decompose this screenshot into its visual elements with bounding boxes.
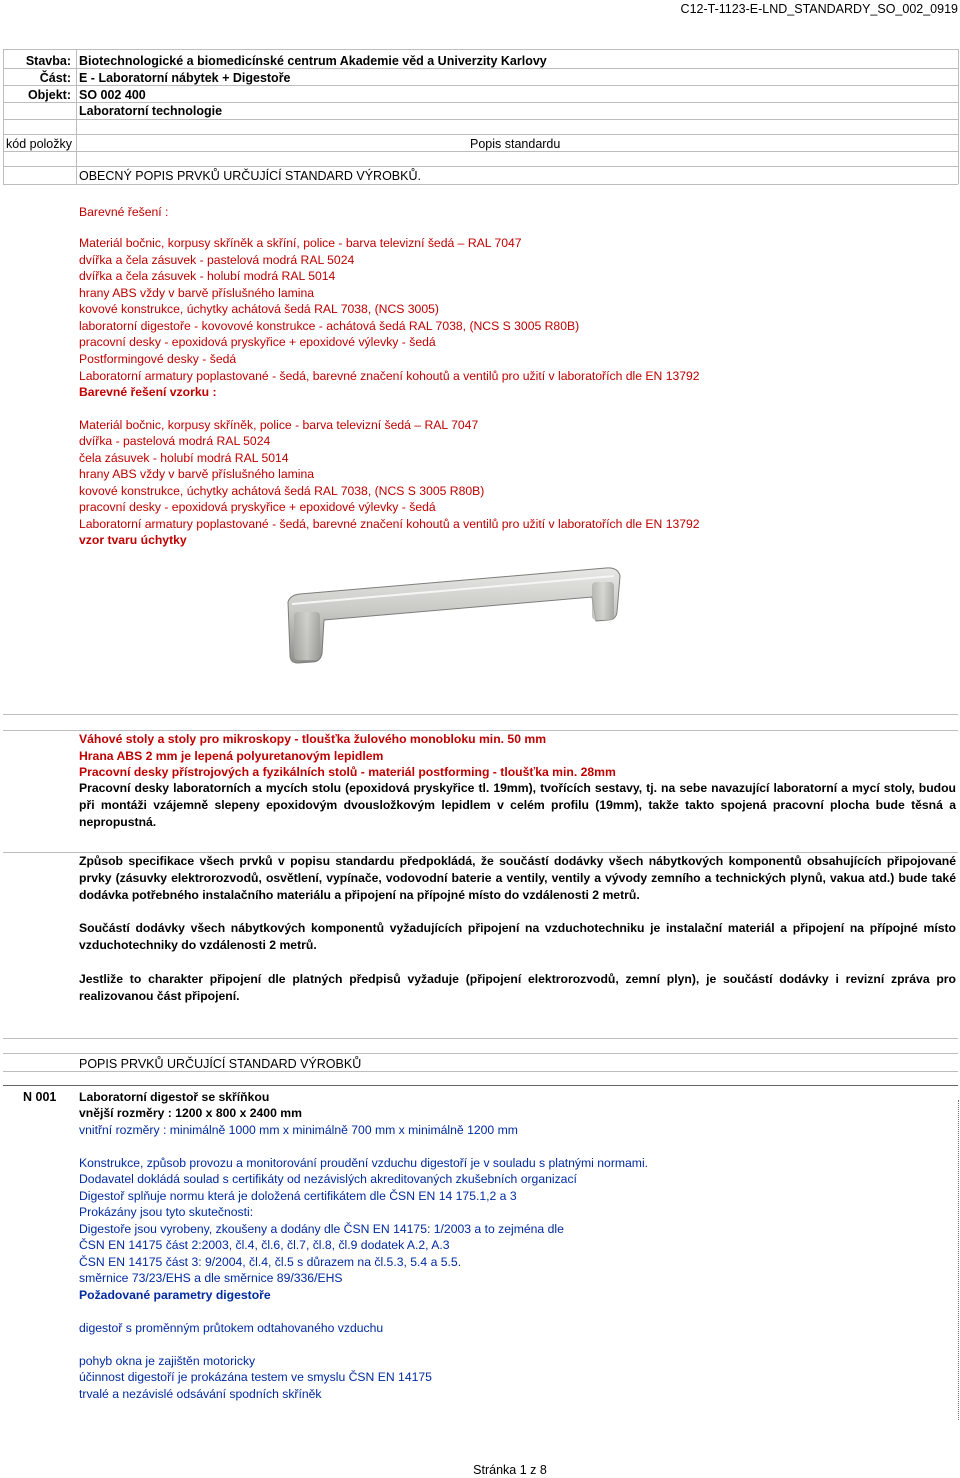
items-title: POPIS PRVKŮ URČUJÍCÍ STANDARD VÝROBKŮ bbox=[79, 1057, 362, 1071]
item-outer-dimensions: vnější rozměry : 1200 x 800 x 2400 mm bbox=[79, 1106, 302, 1120]
sample-line: kovové konstrukce, úchytky achátová šedá RAL 7038, (NCS S 3005 R80B) bbox=[79, 484, 485, 498]
spec-red-line: Váhové stoly a stoly pro mikroskopy - tloušťka žulového monobloku min. 50 mm bbox=[79, 732, 547, 746]
cast-value: E - Laboratorní nábytek + Digestoře bbox=[79, 71, 291, 85]
stavba-value: Biotechnologické a biomedicínské centrum Akademie věd a Univerzity Karlovy bbox=[79, 54, 547, 68]
sample-line: pracovní desky - epoxidová pryskyřice + epoxidové výlevky - šedá bbox=[79, 500, 436, 514]
color-line: Materiál bočnic, korpusy skříněk a skříní, police - barva televizní šedá – RAL 7047 bbox=[79, 236, 522, 250]
color-line: pracovní desky - epoxidová pryskyřice + epoxidové výlevky - šedá bbox=[79, 335, 436, 349]
handle-photo bbox=[280, 562, 625, 670]
param-line: pohyb okna je zajištěn motoricky bbox=[79, 1354, 256, 1368]
item-line: Dodavatel dokládá soulad s certifikáty od nezávislých akreditovaných zkušebních organizací bbox=[79, 1172, 577, 1186]
grid-line bbox=[3, 1053, 958, 1054]
item-line: ČSN EN 14175 část 3: 9/2004, čl.4, čl.5 s důrazem na čl.5.3, 5.4 a 5.5. bbox=[79, 1255, 462, 1269]
sample-line: Materiál bočnic, korpusy skříněk, police - barva televizní šedá – RAL 7047 bbox=[79, 418, 479, 432]
sample-line: Laboratorní armatury poplastované - šedá, barevné značení kohoutů a ventilů pro užití v laboratořích dle EN 13792 bbox=[79, 517, 700, 531]
grid-line bbox=[3, 166, 958, 167]
sample-line: čela zásuvek - holubí modrá RAL 5014 bbox=[79, 451, 289, 465]
grid-line bbox=[3, 1085, 958, 1086]
spec-paragraph: Jestliže to charakter připojení dle platných předpisů vyžaduje (připojení elektrorozvodů, zemní plyn), je součástí dodávky i revizní zpráva pro realizovanou část připojení. bbox=[79, 972, 956, 1003]
grid-line bbox=[3, 151, 958, 152]
grid-line bbox=[3, 49, 958, 50]
document-code: C12-T-1123-E-LND_STANDARDY_SO_002_0919 bbox=[680, 2, 958, 16]
grid-line bbox=[3, 119, 958, 120]
spec-paragraph: Způsob specifikace všech prvků v popisu standardu předpokládá, že součástí dodávky všech nábytkových komponentů obsahujících připojované prvky (zásuvky elektrorozvodů, osvětlení, vypínače, vodovodní baterie a ventily, ventily a vývody zemního a technických plynů, vakua atd.) bude také dodávka potřebného instalačního materiálu a připojení na přípojné místo do vzdálenosti 2 metrů. bbox=[79, 854, 956, 902]
item-line: směrnice 73/23/EHS a dle směrnice 89/336/EHS bbox=[79, 1271, 343, 1285]
sample-line: dvířka - pastelová modrá RAL 5024 bbox=[79, 434, 271, 448]
page-break-marker bbox=[958, 1100, 959, 1420]
params-heading: Požadované parametry digestoře bbox=[79, 1288, 271, 1302]
color-line: kovové konstrukce, úchytky achátová šedá RAL 7038, (NCS 3005) bbox=[79, 302, 439, 316]
grid-line bbox=[3, 85, 958, 86]
item-inner-dimensions: vnitřní rozměry : minimálně 1000 mm x minimálně 700 mm x minimálně 1200 mm bbox=[79, 1123, 518, 1137]
grid-line bbox=[3, 49, 4, 184]
objekt-subvalue: Laboratorní technologie bbox=[79, 104, 223, 118]
color-line: Postformingové desky - šedá bbox=[79, 352, 237, 366]
grid-line bbox=[3, 714, 958, 715]
spec-red-line: Hrana ABS 2 mm je lepená polyuretanovým lepidlem bbox=[79, 749, 384, 763]
grid-line bbox=[3, 134, 958, 135]
grid-line bbox=[3, 68, 958, 69]
objekt-label: Objekt: bbox=[27, 88, 71, 102]
param-line: trvalé a nezávislé odsávání spodních skříněk bbox=[79, 1387, 322, 1401]
grid-line bbox=[3, 1038, 958, 1039]
stavba-label: Stavba: bbox=[25, 54, 71, 68]
grid-line bbox=[3, 730, 958, 731]
color-heading: Barevné řešení : bbox=[79, 205, 169, 219]
grid-line bbox=[958, 49, 959, 184]
sample-heading: Barevné řešení vzorku : bbox=[79, 385, 217, 399]
sample-line: hrany ABS vždy v barvě příslušného lamina bbox=[79, 467, 315, 481]
general-title: OBECNÝ POPIS PRVKŮ URČUJÍCÍ STANDARD VÝROBKŮ. bbox=[79, 169, 421, 183]
item-line: Prokázány jsou tyto skutečnosti: bbox=[79, 1205, 254, 1219]
param-line: digestoř s proměnným průtokem odtahovaného vzduchu bbox=[79, 1321, 384, 1335]
item-line: Konstrukce, způsob provozu a monitorování proudění vzduchu digestoří je v souladu s platnými normami. bbox=[79, 1156, 649, 1170]
grid-line bbox=[3, 102, 958, 103]
spec-paragraph: Součástí dodávky všech nábytkových komponentů vyžadujících připojení na vzduchotechniku je instalační materiál a připojení na přípojné místo vzduchotechniky do vzdálenosti 2 metrů. bbox=[79, 921, 956, 952]
color-line: dvířka a čela zásuvek - pastelová modrá RAL 5024 bbox=[79, 253, 355, 267]
popis-standardu-header: Popis standardu bbox=[470, 137, 561, 151]
grid-line bbox=[3, 1071, 958, 1072]
cast-label: Část: bbox=[39, 71, 71, 85]
grid-line bbox=[3, 184, 958, 185]
item-code: N 001 bbox=[23, 1090, 57, 1104]
param-line: účinnost digestoří je prokázána testem ve smyslu ČSN EN 14175 bbox=[79, 1370, 432, 1384]
spec-red-line: Pracovní desky přístrojových a fyzikálních stolů - materiál postforming - tloušťka min. 28mm bbox=[79, 765, 616, 779]
item-line: Digestoře jsou vyrobeny, zkoušeny a dodány dle ČSN EN 14175: 1/2003 a to zejména dle bbox=[79, 1222, 564, 1236]
spec-paragraph: Pracovní desky laboratorních a mycích stolu (epoxidová pryskyřice tl. 19mm), tvořících sestavy, tj. na sebe navazující laboratorní a mycí stoly, budou při montáži vzájemně slepeny epoxidovým dvousložkovým lepidlem v celém profilu (19mm), takže takto spojená pracovní plocha bude těsná a nepropustná. bbox=[79, 781, 956, 829]
color-line: dvířka a čela zásuvek - holubí modrá RAL 5014 bbox=[79, 269, 336, 283]
color-line: laboratorní digestoře - kovovové konstrukce - achátová šedá RAL 7038, (NCS S 3005 R80B) bbox=[79, 319, 580, 333]
grid-line bbox=[76, 49, 77, 184]
color-line: hrany ABS vždy v barvě příslušného lamina bbox=[79, 286, 315, 300]
color-line: Laboratorní armatury poplastované - šedá, barevné značení kohoutů a ventilů pro užití v laboratořích dle EN 13792 bbox=[79, 369, 700, 383]
item-line: Digestoř splňuje normu která je doložená certifikátem dle ČSN EN 14 175.1,2 a 3 bbox=[79, 1189, 517, 1203]
page-number: Stránka 1 z 8 bbox=[473, 1463, 547, 1477]
item-line: ČSN EN 14175 část 2:2003, čl.4, čl.6, čl.7, čl.8, čl.9 dodatek A.2, A.3 bbox=[79, 1238, 450, 1252]
item-name: Laboratorní digestoř se skříňkou bbox=[79, 1090, 270, 1104]
handle-heading: vzor tvaru úchytky bbox=[79, 533, 187, 547]
kod-polozky-header: kód položky bbox=[6, 137, 73, 151]
objekt-value: SO 002 400 bbox=[79, 88, 146, 102]
